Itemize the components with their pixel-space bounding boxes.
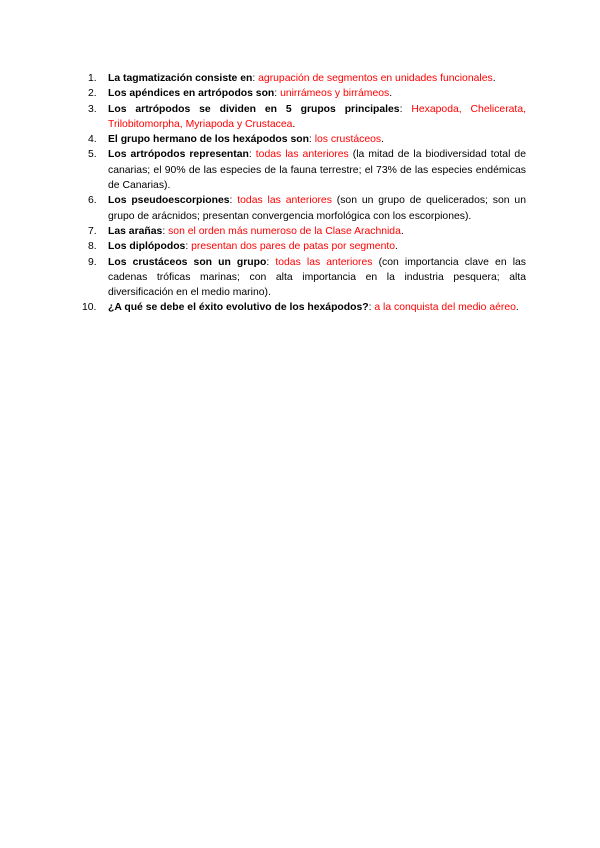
question-answer-list <box>82 71 526 316</box>
list-item <box>82 300 526 315</box>
extra-text: (la mitad de la biodiversidad total de canarias; el 90% de las especies de la fauna terrestre; el 73% de las especies endémicas de Canarias) <box>108 149 526 192</box>
question-text: Los pseudoescorpiones <box>108 195 230 207</box>
separator: : <box>308 134 315 146</box>
answer-text: Hexapoda, Chelicerata, Trilobitomorpha, Myriapoda y Crustacea <box>108 103 526 130</box>
item-number: 9. <box>88 256 97 268</box>
terminator: . <box>400 225 404 237</box>
item-number: 3. <box>88 103 97 115</box>
terminator: . <box>492 73 496 84</box>
terminator: . <box>167 180 171 192</box>
separator: : <box>252 73 259 84</box>
answer-text: todas las anteriores <box>255 149 349 161</box>
question-text: Los diplópodos <box>108 241 186 253</box>
terminator: . <box>395 241 398 253</box>
terminator: . <box>292 118 296 130</box>
item-number: 10. <box>82 302 97 314</box>
extra-text: (con importancia clave en las cadenas tróficas marinas; con alta importancia en la industria pesquera; alta diversificación en el medio marino) <box>108 256 526 299</box>
question-text: Los artrópodos se dividen en 5 grupos principales <box>108 103 400 115</box>
list-item <box>88 102 526 133</box>
separator: : <box>248 149 256 161</box>
separator: : <box>185 241 192 253</box>
separator: : <box>368 302 375 314</box>
item-number: 5. <box>88 149 97 161</box>
answer-text: a la conquista del medio aéreo <box>374 302 516 314</box>
item-number: 2. <box>88 88 97 100</box>
question-text: La tagmatización consiste en <box>108 73 253 84</box>
answer-text: unirrámeos y birrámeos <box>280 88 390 100</box>
terminator: . <box>468 210 472 222</box>
list-item <box>88 147 526 193</box>
question-text: Los crustáceos son un grupo <box>108 256 267 268</box>
list-item <box>88 132 526 147</box>
list-item <box>88 71 526 86</box>
answer-text: todas las anteriores <box>275 256 373 268</box>
item-number: 6. <box>88 195 97 207</box>
terminator: . <box>381 134 385 146</box>
separator: : <box>229 195 238 207</box>
answer-text: presentan dos pares de patas por segmento <box>191 241 396 253</box>
answer-text: agrupación de segmentos en unidades funcionales <box>258 73 493 84</box>
separator: : <box>274 88 281 100</box>
terminator: . <box>267 287 271 299</box>
extra-text: (son un grupo de quelicerados; son un grupo de arácnidos; presentan convergencia morfológica con los escorpiones) <box>108 195 526 222</box>
item-number: 4. <box>88 134 97 146</box>
list-item <box>88 193 526 224</box>
list-item <box>88 86 526 101</box>
separator: : <box>399 103 412 115</box>
separator: : <box>266 256 276 268</box>
item-number: 8. <box>88 241 97 253</box>
question-text: Las arañas <box>108 225 163 237</box>
question-text: ¿A qué se debe el éxito evolutivo de los hexápodos? <box>108 302 369 314</box>
terminator: . <box>515 302 519 314</box>
terminator: . <box>389 88 393 100</box>
list-item <box>88 255 526 301</box>
answer-text: los crustáceos <box>314 134 382 146</box>
answer-text: todas las anteriores <box>237 195 332 207</box>
question-text: Los artrópodos representan <box>108 149 249 161</box>
list-item <box>88 224 526 239</box>
item-number: 7. <box>88 225 97 237</box>
item-number: 1. <box>88 73 97 84</box>
separator: : <box>162 225 169 237</box>
question-text: El grupo hermano de los hexápodos son <box>108 134 309 146</box>
answer-text: son el orden más numeroso de la Clase Arachnida <box>168 225 401 237</box>
question-text: Los apéndices en artrópodos son <box>108 88 275 100</box>
list-item <box>88 239 526 254</box>
